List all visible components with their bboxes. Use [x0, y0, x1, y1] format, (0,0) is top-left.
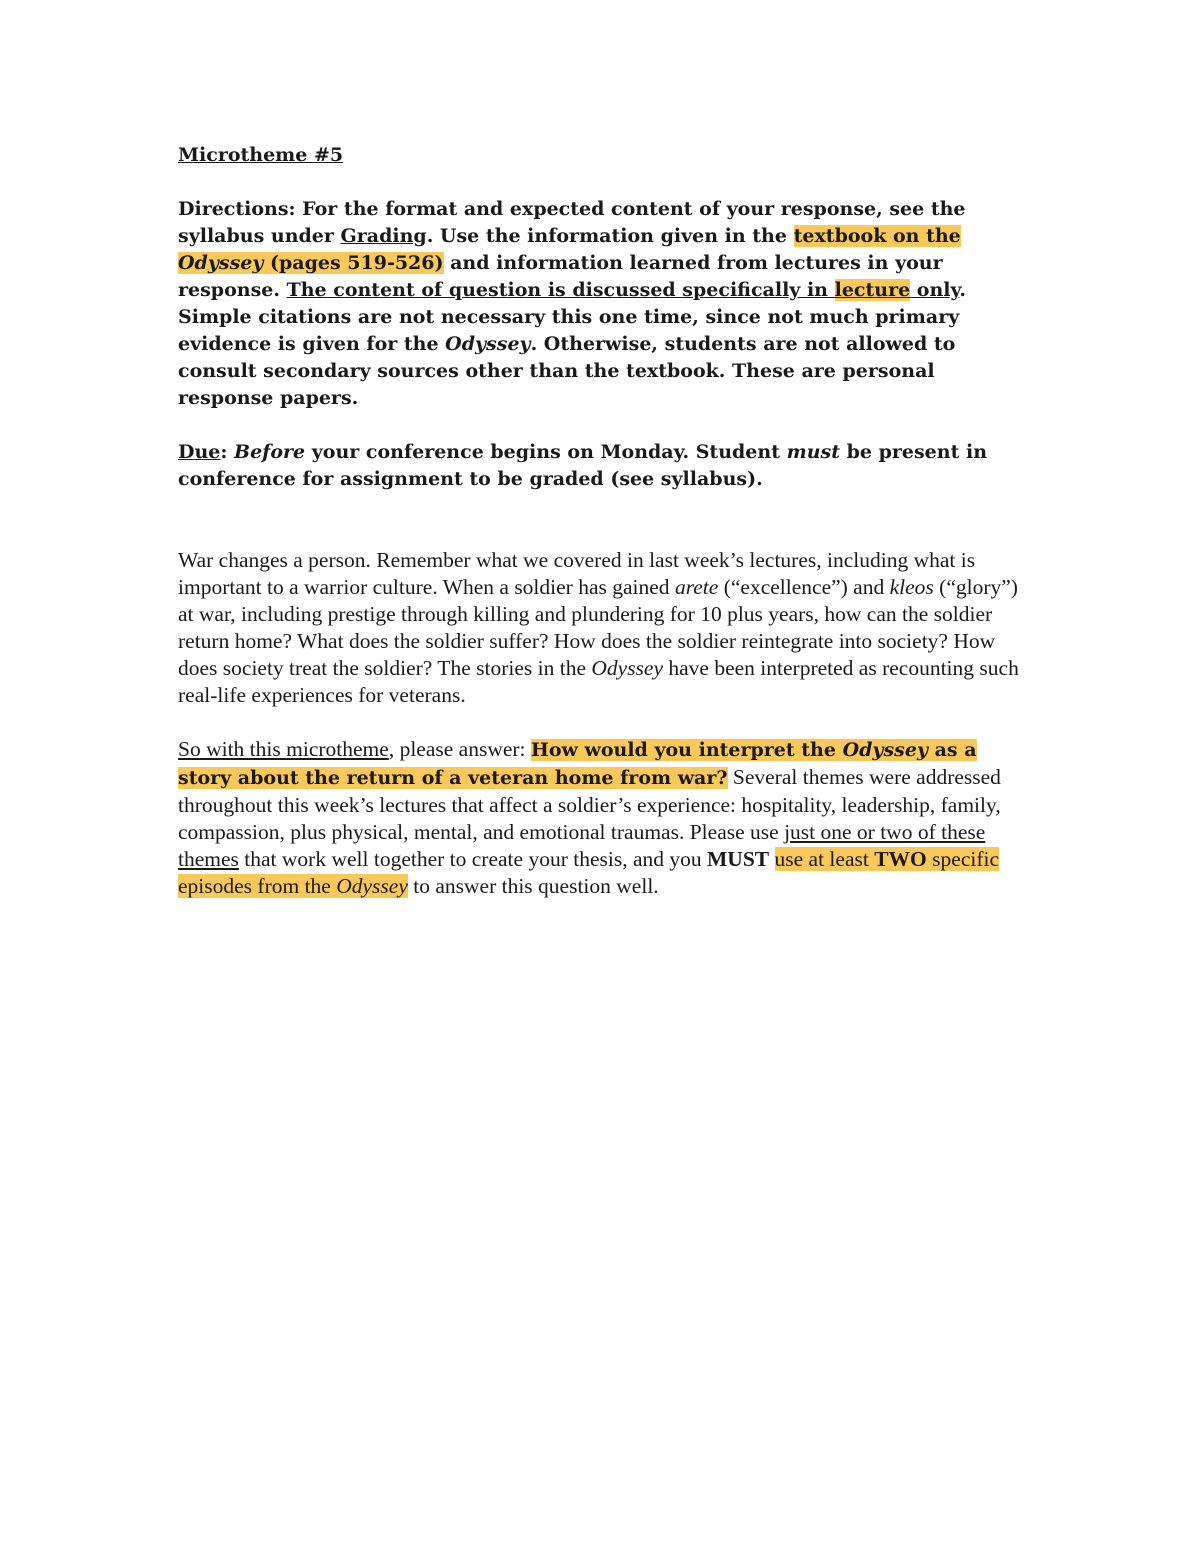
directions-paragraph: [178, 196, 1020, 412]
paragraph-text: Several themes were addressed throughout this week’s lectures that affect a soldier’s experience: hospitality, leadership, family, compassion, plus physical, mental, and emotional traumas. Please use: [178, 765, 1001, 844]
due-colon: :: [220, 441, 235, 463]
directions-text: and information learned from lectures in your response.: [178, 252, 943, 301]
odyssey-title: Odyssey: [336, 874, 408, 898]
paragraph-text: War changes a person. Remember what we covered in last week’s lectures, including what is important to a warrior culture. When a soldier has gained: [178, 548, 976, 599]
directions-text: . Use the information given in the: [426, 225, 794, 247]
paragraph-text: , please answer:: [388, 737, 531, 761]
two-emphasis: TWO: [874, 847, 927, 871]
question-text: as a story about the return of a veteran home from war?: [178, 739, 977, 789]
paragraph-text: have been interpreted as recounting such real-life experiences for veterans.: [178, 656, 1019, 707]
document-page: [178, 142, 1020, 900]
highlight-text: (pages 519-526): [263, 252, 444, 274]
grading-reference: Grading: [340, 225, 427, 247]
must-emphasis: must: [786, 441, 840, 463]
directions-text: . Otherwise, students are not allowed to consult secondary sources other than the textbook. These are personal response papers.: [178, 333, 956, 409]
arete-term: arete: [674, 575, 719, 599]
kleos-term: kleos: [889, 575, 934, 599]
before-emphasis: Before: [234, 441, 306, 463]
odyssey-title: Odyssey: [445, 333, 531, 355]
highlight-text: use at least: [774, 847, 875, 871]
question-paragraph: [178, 736, 1020, 900]
lecture-note: [287, 279, 960, 301]
odyssey-title: Odyssey: [591, 656, 664, 680]
due-text: be present in conference for assignment to be graded (see syllabus).: [178, 441, 988, 490]
due-label: Due: [178, 441, 221, 463]
must-emphasis: MUST: [707, 847, 770, 871]
highlight-text: specific episodes from the: [178, 847, 1000, 898]
paragraph-text: to answer this question well.: [407, 874, 659, 898]
highlight-text: textbook on the: [793, 225, 961, 247]
due-text: your conference begins on Monday. Student: [305, 441, 787, 463]
paragraph-text: (“glory”) at war, including prestige through killing and plundering for 10 plus years, how can the soldier return home? What does the soldier suffer? How does the soldier reintegrate into society? How does society treat the soldier? The stories in the: [178, 575, 1018, 680]
underlined-text: The content of question is discussed specifically in: [286, 279, 835, 301]
document-title: Microtheme #5: [178, 144, 344, 166]
odyssey-title: Odyssey: [842, 739, 928, 761]
lecture-highlight: lecture: [834, 279, 911, 301]
paragraph-text: that work well together to create your thesis, and you: [238, 847, 707, 871]
odyssey-title: Odyssey: [178, 252, 264, 274]
due-paragraph: [178, 439, 1020, 493]
paragraph-text: (“excellence”) and: [718, 575, 890, 599]
directions-text: . Simple citations are not necessary this one time, since not much primary evidence is given for the: [178, 279, 966, 355]
question-text: How would you interpret the: [530, 739, 843, 761]
microtheme-intro: So with this microtheme: [178, 737, 389, 761]
themes-note: just one or two of these themes: [178, 820, 986, 871]
underlined-text: only: [910, 279, 960, 301]
war-changes-paragraph: [178, 547, 1020, 709]
directions-text: Directions: For the format and expected content of your response, see the syllabus under: [178, 198, 966, 247]
